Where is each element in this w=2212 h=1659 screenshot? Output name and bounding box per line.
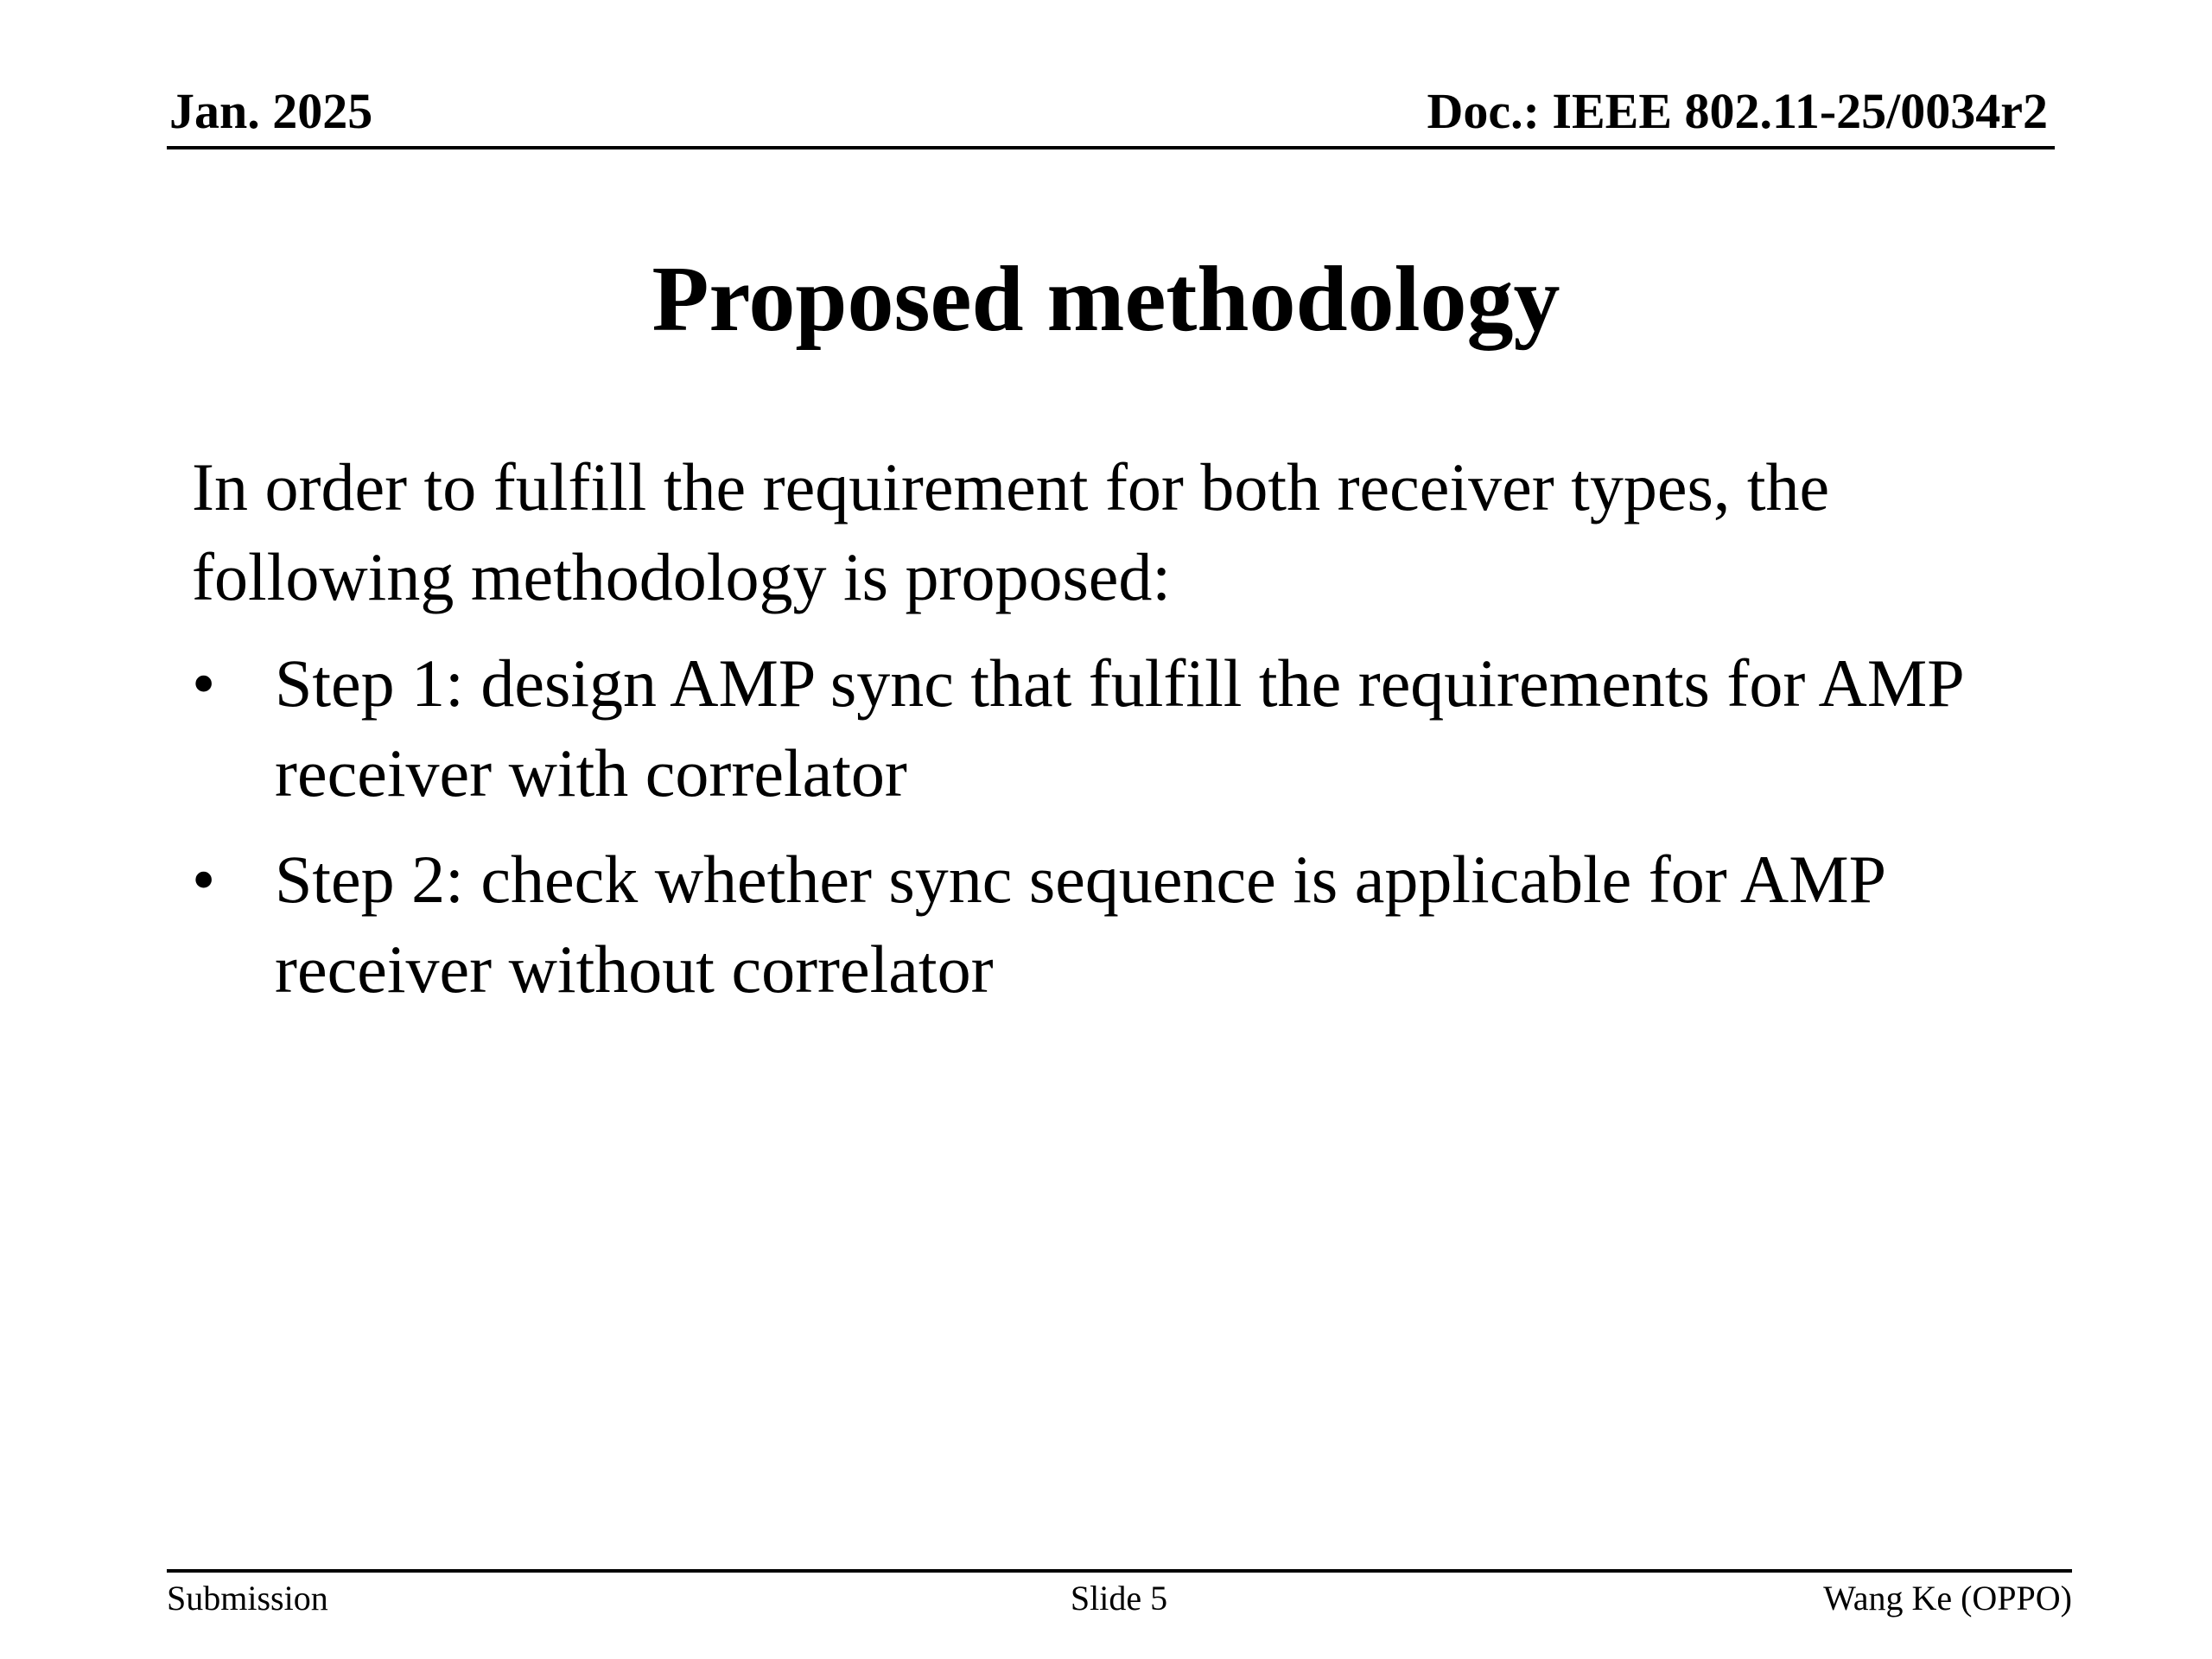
- bullet-item: [192, 835, 2093, 1014]
- bullet-icon: •: [192, 842, 216, 917]
- footer-author: Wang Ke (OPPO): [1823, 1579, 2072, 1618]
- slide-body: [192, 442, 2093, 1014]
- bullet-text: Step 1: design AMP sync that fulfill the requirements for AMP receiver with correlator: [275, 645, 1962, 810]
- bullet-item: [192, 639, 2093, 818]
- header-divider: [167, 146, 2055, 149]
- bullet-icon: •: [192, 645, 216, 721]
- header-doc-id: Doc.: IEEE 802.11-25/0034r2: [1427, 83, 2048, 139]
- footer-submission: Submission: [167, 1579, 328, 1618]
- intro-paragraph: In order to fulfill the requirement for both receiver types, the following methodology is proposed:: [192, 449, 1830, 614]
- header-date: Jan. 2025: [169, 83, 373, 139]
- slide-title: Proposed methodology: [652, 248, 1560, 351]
- footer-slide-number: Slide 5: [1070, 1579, 1168, 1618]
- footer-divider: [167, 1569, 2072, 1573]
- bullet-text: Step 2: check whether sync sequence is applicable for AMP receiver without correlator: [275, 842, 1885, 1007]
